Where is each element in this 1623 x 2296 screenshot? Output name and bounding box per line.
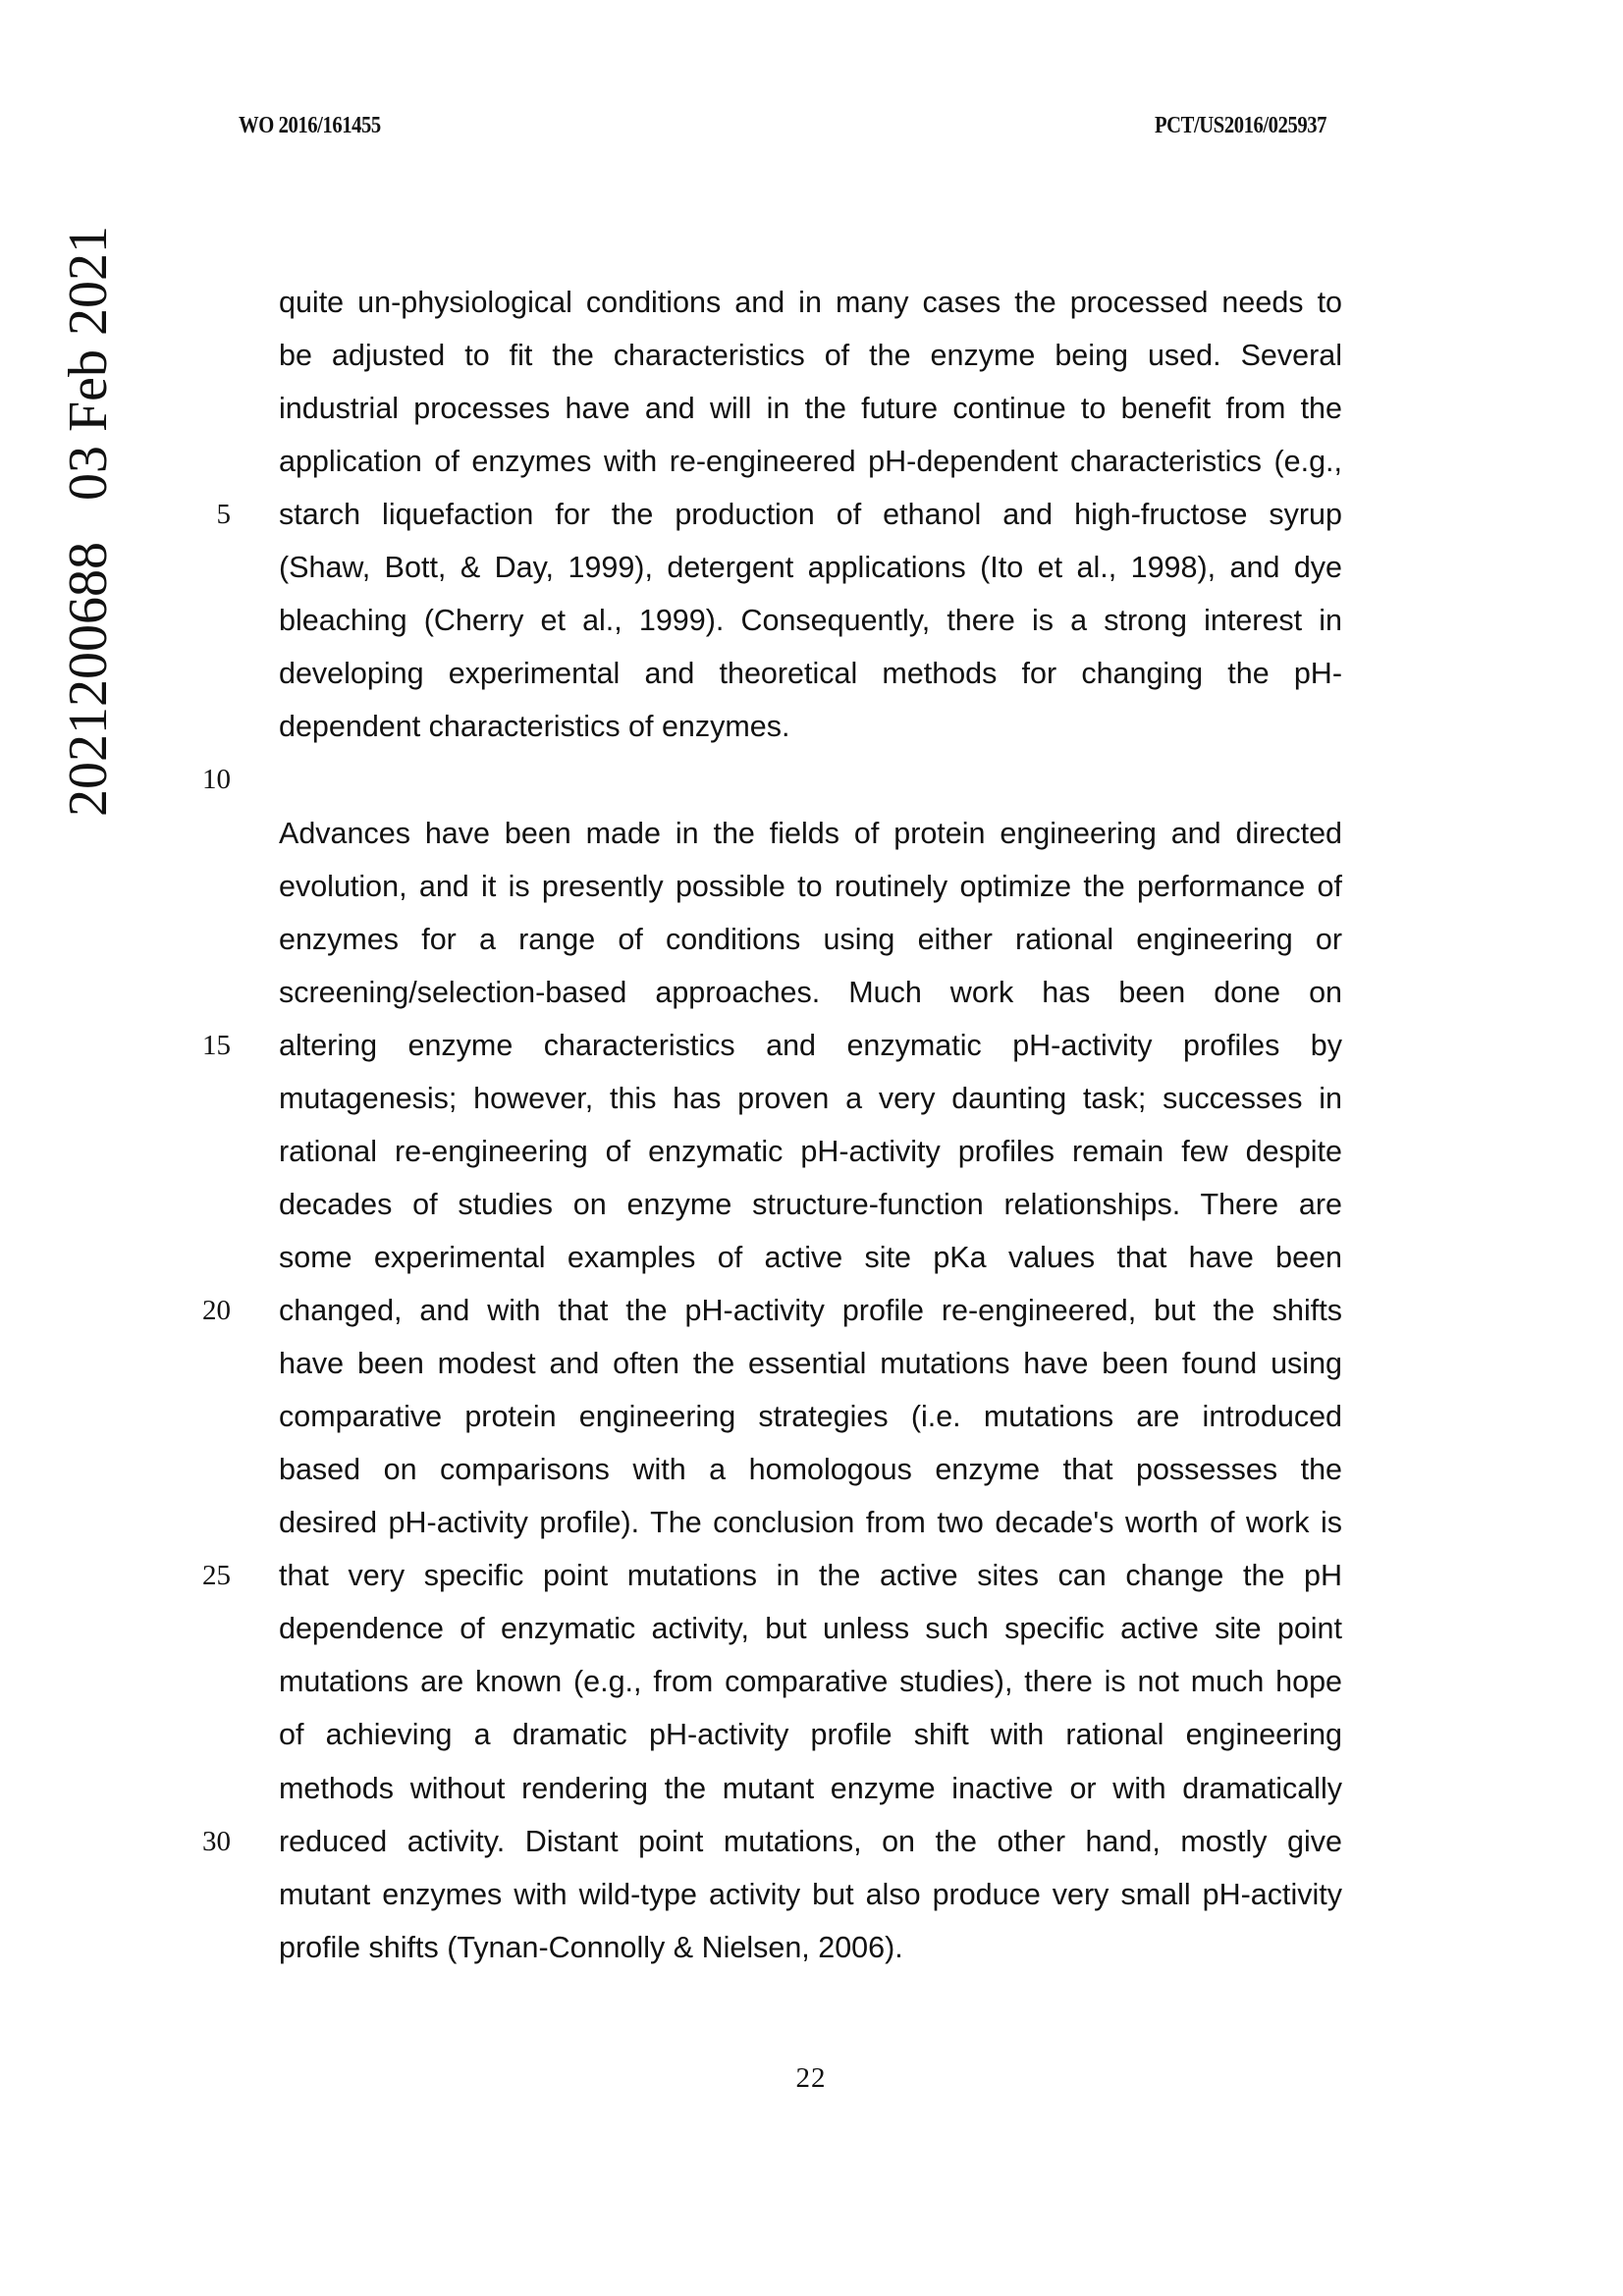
text-line: (Shaw, Bott, & Day, 1999), detergent applications (Ito et al., 1998), and dye [279, 551, 1342, 584]
text-line: some experimental examples of active site pKa values that have been [279, 1241, 1342, 1274]
text-line: changed, and with that the pH-activity profile re-engineered, but the shifts [279, 1294, 1342, 1327]
page-number: 22 [795, 2062, 827, 2094]
text-line: dependent characteristics of enzymes. [279, 710, 790, 743]
text-line: comparative protein engineering strategies (i.e. mutations are introduced [279, 1400, 1342, 1433]
text-line: mutagenesis; however, this has proven a very daunting task; successes in [279, 1082, 1342, 1115]
line-number-15: 15 [202, 1030, 231, 1061]
text-line: enzymes for a range of conditions using either rational engineering or [279, 923, 1342, 956]
text-line: decades of studies on enzyme structure-function relationships. There are [279, 1188, 1342, 1221]
text-line: mutations are known (e.g., from comparative studies), there is not much hope [279, 1665, 1342, 1698]
text-line: screening/selection-based approaches. Much work has been done on [279, 976, 1342, 1009]
text-line: dependence of enzymatic activity, but unless such specific active site point [279, 1612, 1342, 1645]
text-line: reduced activity. Distant point mutations, on the other hand, mostly give [279, 1825, 1342, 1858]
text-line: bleaching (Cherry et al., 1999). Consequently, there is a strong interest in [279, 604, 1342, 637]
line-number-10: 10 [202, 764, 231, 795]
text-line: that very specific point mutations in the active sites can change the pH [279, 1559, 1342, 1592]
text-line: methods without rendering the mutant enzyme inactive or with dramatically [279, 1772, 1342, 1805]
text-line: rational re-engineering of enzymatic pH-activity profiles remain few despite [279, 1135, 1342, 1168]
text-line: altering enzyme characteristics and enzymatic pH-activity profiles by [279, 1029, 1342, 1062]
text-line: Advances have been made in the fields of protein engineering and directed [279, 817, 1342, 850]
line-number-5: 5 [216, 499, 231, 530]
line-number-20: 20 [202, 1295, 231, 1326]
application-number: PCT/US2016/025937 [1155, 113, 1327, 138]
text-line: evolution, and it is presently possible to routinely optimize the performance of [279, 870, 1342, 903]
text-line: industrial processes have and will in the future continue to benefit from the [279, 392, 1342, 425]
text-line: desired pH-activity profile). The conclusion from two decade's worth of work is [279, 1506, 1342, 1539]
text-line: be adjusted to fit the characteristics of the enzyme being used. Several [279, 339, 1342, 372]
line-number-25: 25 [202, 1560, 231, 1591]
text-line: have been modest and often the essential mutations have been found using [279, 1347, 1342, 1380]
text-line: mutant enzymes with wild-type activity but also produce very small pH-activity [279, 1878, 1342, 1911]
text-line: starch liquefaction for the production of ethanol and high-fructose syrup [279, 498, 1342, 531]
margin-date-stamp: 2021200688 03 Feb 2021 [58, 226, 119, 817]
text-line: quite un-physiological conditions and in many cases the processed needs to [279, 286, 1342, 319]
text-line: developing experimental and theoretical methods for changing the pH- [279, 657, 1342, 690]
text-line: profile shifts (Tynan-Connolly & Nielsen, 2006). [279, 1931, 903, 1964]
publication-number: WO 2016/161455 [239, 113, 381, 138]
text-line: of achieving a dramatic pH-activity profile shift with rational engineering [279, 1718, 1342, 1751]
text-line: based on comparisons with a homologous enzyme that possesses the [279, 1453, 1342, 1486]
line-number-30: 30 [202, 1826, 231, 1857]
text-line: application of enzymes with re-engineered pH-dependent characteristics (e.g., [279, 445, 1342, 478]
